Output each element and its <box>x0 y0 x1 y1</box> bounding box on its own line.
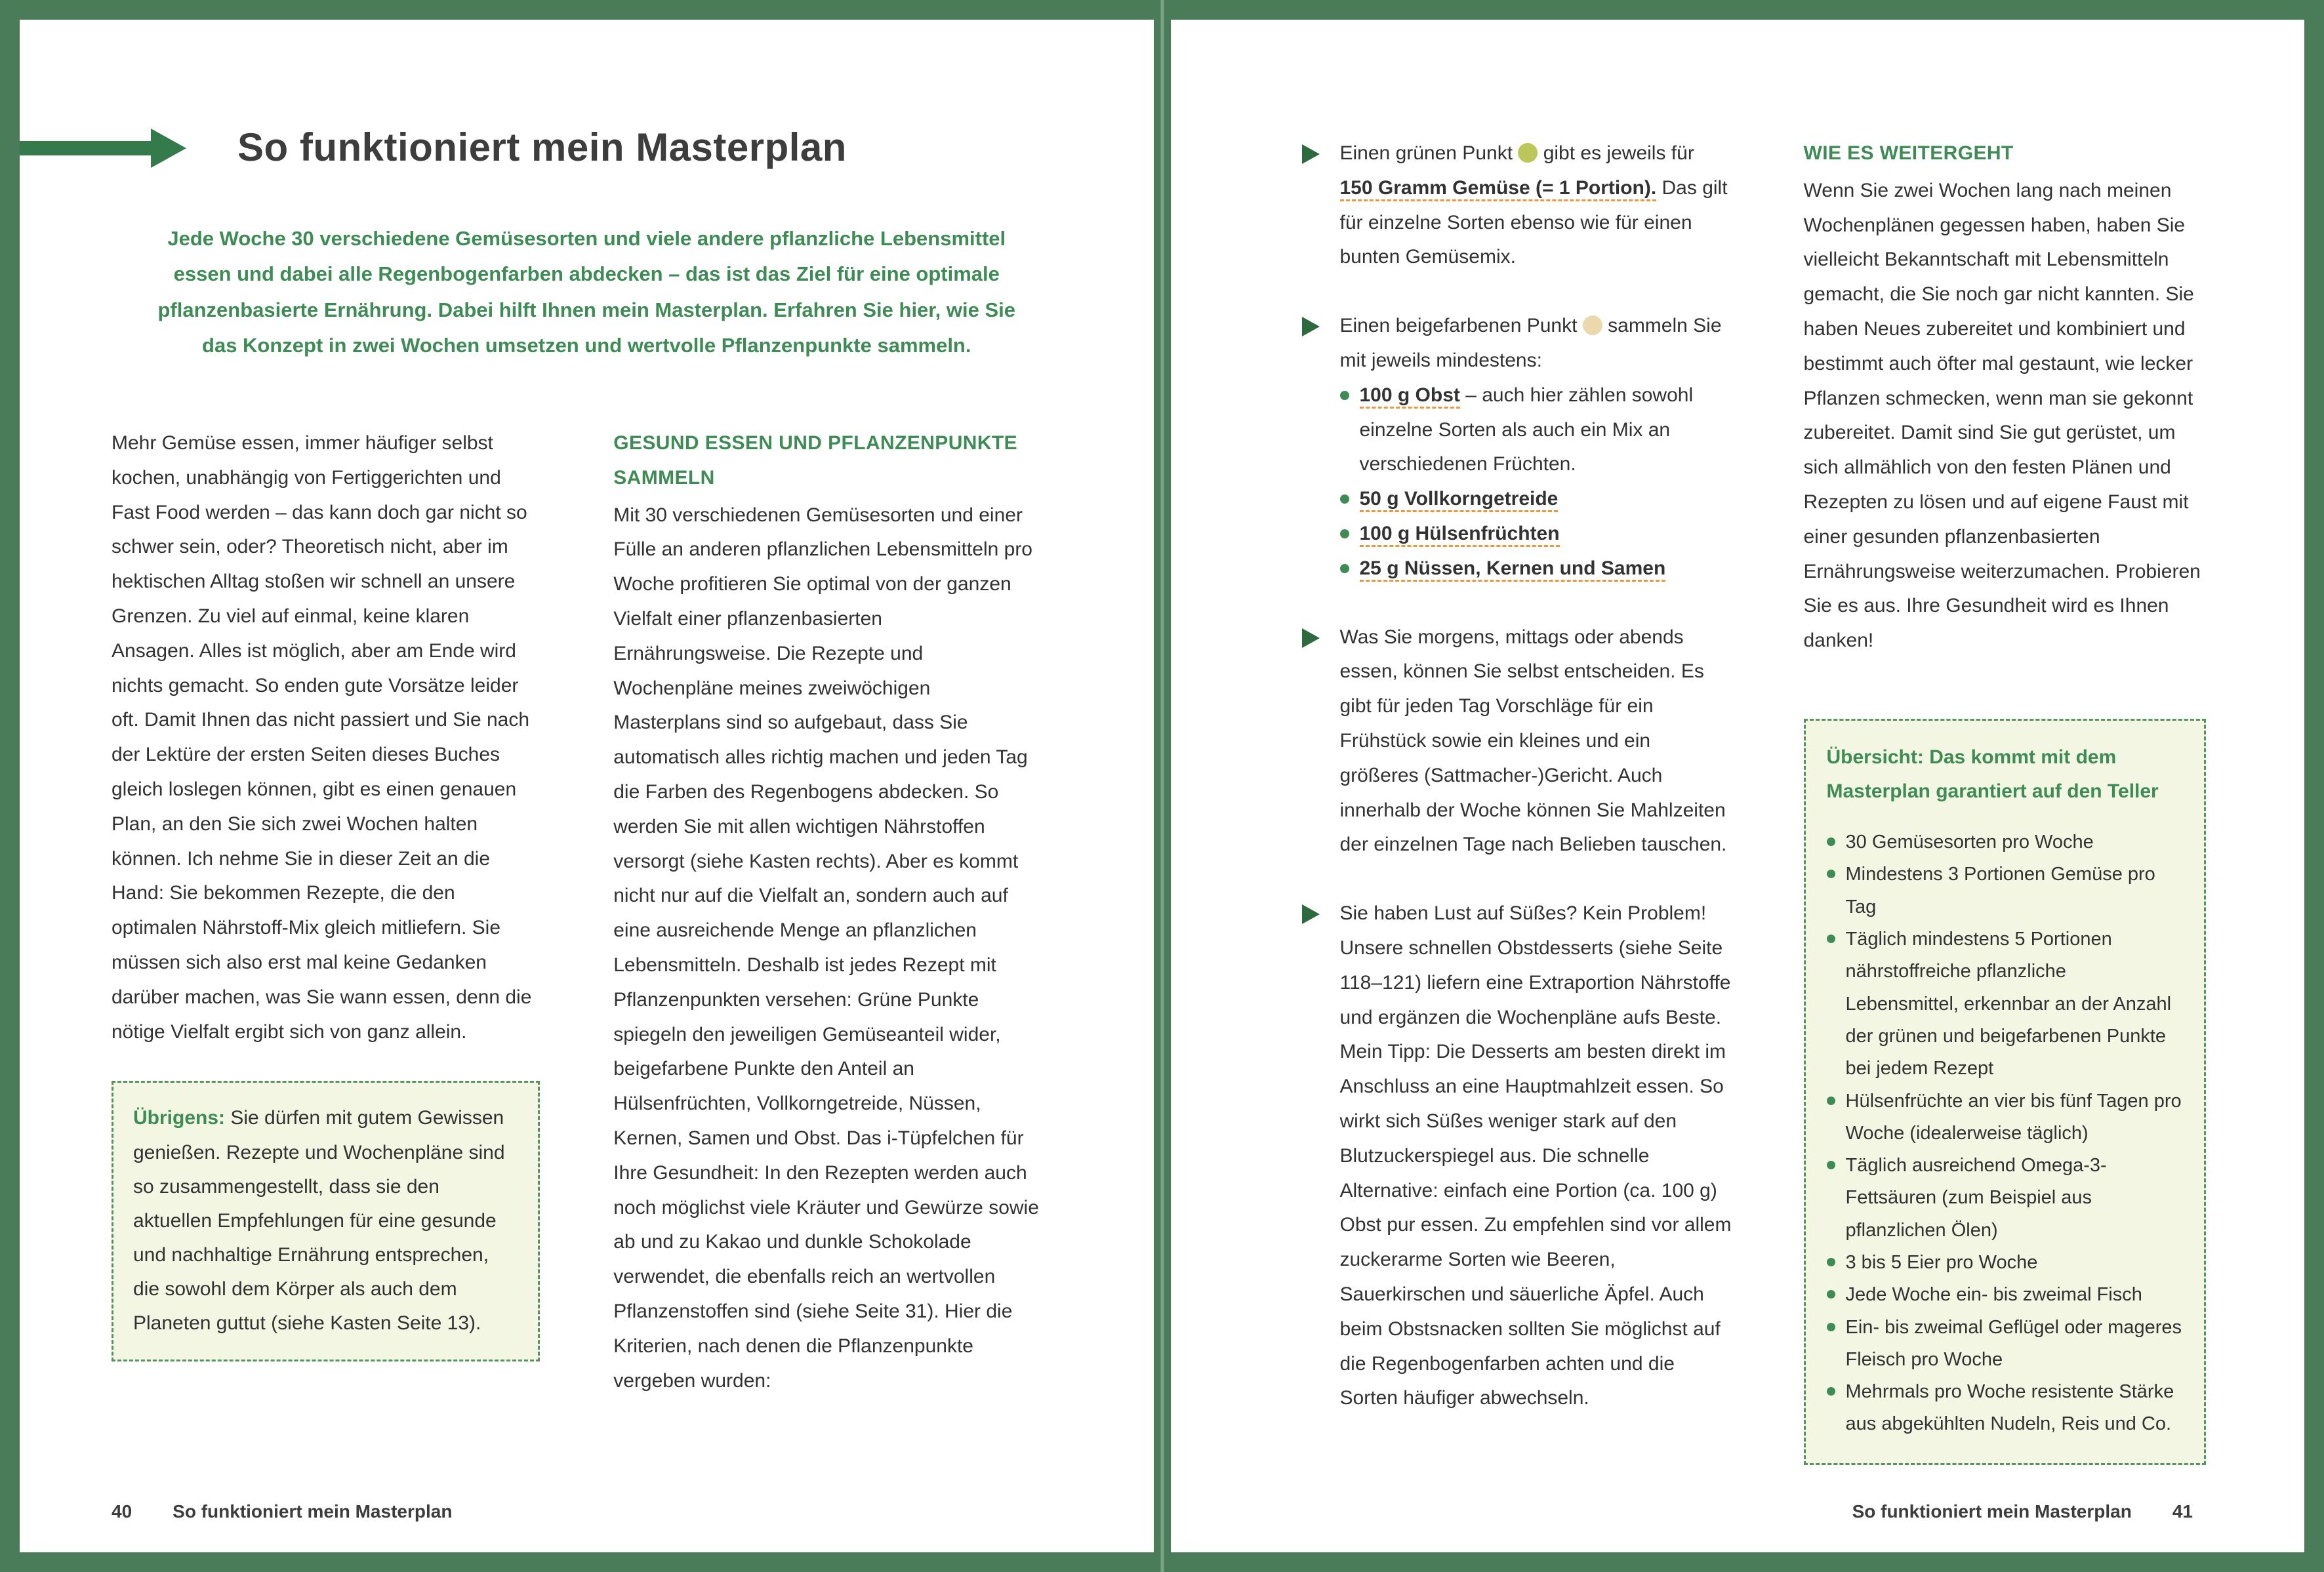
bullet1-highlight: 150 Gramm Gemüse (= 1 Portion). <box>1340 177 1657 201</box>
paragraph: Mehr Gemüse essen, immer häufiger selbst kochen, unabhängig von Fertiggerichten und Fast Food werden – das kann doch gar nicht so schwer sein, oder? Theoretisch nicht, aber im hektischen Alltag stoßen wir schnell an unsere Grenzen. Zu viel auf einmal, keine klaren Ansagen. Alles ist möglich, aber am Ende wird nichts gemacht. So enden gute Vorsätze leider oft. Damit Ihnen das nicht passiert und Sie nach der Lektüre der ersten Seiten dieses Buches gleich loslegen können, gibt es einen genauen Plan, an den Sie sich zwei Wochen halten können. Ich nehme Sie in dieser Zeit an die Hand: Sie bekommen Rezepte, die den optimalen Nährstoff-Mix gleich mitliefern. Sie müssen sich also erst mal keine Gedanken darüber machen, was Sie wann essen, denn die nötige Vielfalt ergibt sich von ganz allein. <box>112 432 532 1043</box>
bullet-dot-icon <box>1340 564 1349 573</box>
intro-text: Jede Woche 30 verschiedene Gemüsesorten und viele andere pflanzliche Lebensmittel essen und dabei alle Regenbogenfarben abdecken – das ist das Ziel für eine optimale pflanzenbasierte Ernährung. Dabei hilft Ihnen mein Masterplan. Erfahren Sie hier, wie Sie das Konzept in zwei Wochen umsetzen und wertvolle Pflanzenpunkte sammeln. <box>157 227 1015 357</box>
list-item-text: Täglich ausreichend Omega-3-Fettsäuren (zum Beispiel aus pflanzlichen Ölen) <box>1845 1155 2107 1241</box>
list-item <box>1827 1312 2184 1377</box>
list-item <box>1827 858 2184 923</box>
bullet-dot-icon <box>1827 1387 1835 1396</box>
right-column-1 <box>1302 136 1732 1465</box>
bullet-item <box>1302 136 1732 275</box>
bullet-item <box>1302 620 1732 863</box>
bullet-dot-icon <box>1827 935 1835 943</box>
left-column-2 <box>613 426 1042 1398</box>
sub-item-highlight: 100 g Obst <box>1360 384 1460 409</box>
spine-divider <box>1160 0 1164 1572</box>
footer-title: So funktioniert mein Masterplan <box>173 1501 453 1522</box>
list-item-text: Ein- bis zweimal Geflügel oder mageres Fleisch pro Woche <box>1845 1316 2182 1370</box>
title-row <box>20 125 1154 170</box>
paragraph: Wenn Sie zwei Wochen lang nach meinen Wochenplänen gegessen haben, haben Sie vielleicht Bekanntschaft mit Lebensmitteln gemacht, die Sie noch gar nicht kannten. Sie haben Neues zubereitet und kombiniert und bestimmt auch öfter mal gestaunt, wie lecker Pflanzen schmecken, wenn man sie gekonnt zubereitet. Damit sind Sie gut gerüstet, um sich allmählich von den festen Plänen und Rezepten zu lösen und auf eigene Faust mit einer gesunden pflanzenbasierten Ernährungsweise weiterzumachen. Probieren Sie es aus. Ihre Gesundheit wird es Ihnen danken! <box>1803 179 2201 652</box>
bullet-text: Was Sie morgens, mittags oder abends essen, können Sie selbst entscheiden. Es gibt für jeden Tag Vorschläge für ein Frühstück sowie ein kleines und ein größeres (Sattmacher-)Gericht. Auch innerhalb der Woche können Sie Mahlzeiten der einzelnen Tage nach Belieben tauschen. <box>1339 626 1727 856</box>
bullet-dot-icon <box>1827 1290 1835 1299</box>
page-number: 41 <box>2172 1501 2193 1522</box>
bullet-text <box>1340 309 1732 378</box>
bullet2-post: sammeln Sie mit jeweils mindestens: <box>1339 315 1722 371</box>
bullet-dot-icon <box>1340 494 1349 504</box>
list-item-text: Täglich mindestens 5 Portionen nährstoffreiche pflanzliche Lebensmittel, erkennbar an der Anzahl der grünen und beigefarbenen Punkte bei jedem Rezept <box>1845 929 2172 1079</box>
footer-title: So funktioniert mein Masterplan <box>1852 1501 2132 1522</box>
bullet-dot-icon <box>1827 837 1835 846</box>
bullet-dot-icon <box>1827 1258 1835 1266</box>
paragraph: Mit 30 verschiedenen Gemüsesorten und einer Fülle an anderen pflanzlichen Lebensmitteln pro Woche profitieren Sie optimal von der ganzen Vielfalt einer pflanzenbasierten Ernährungsweise. Die Rezepte und Wochenpläne meines zweiwöchigen Masterplans sind so aufgebaut, dass Sie automatisch alles richtig machen und jeden Tag die Farben des Regenbogens abdecken. So werden Sie mit allen wichtigen Nährstoffen versorgt (siehe Kasten rechts). Aber es kommt nicht nur auf die Vielfalt an, sondern auch auf eine ausreichende Menge an pflanzlichen Lebensmitteln. Deshalb ist jedes Rezept mit Pflanzenpunkten versehen: Grüne Punkte spiegeln den jeweiligen Gemüseanteil wider, beigefarbene Punkte den Anteil an Hülsenfrüchten, Vollkorngetreide, Nüssen, Kernen, Samen und Obst. Das i-Tüpfelchen für Ihre Gesundheit: In den Rezepten werden auch noch möglichst viele Kräuter und Gewürze sowie ab und zu Kakao und dunkle Schokolade verwendet, die ebenfalls reich an wertvollen Pflanzenstoffen sind (siehe Seite 31). Hier die Kriterien, nach denen die Pflanzenpunkte vergeben wurden: <box>613 504 1039 1392</box>
section-heading: GESUND ESSEN UND PFLANZENPUNKTE SAMMELN <box>613 432 1018 489</box>
note-box-text: Sie dürfen mit gutem Gewissen genießen. Rezepte und Wochenpläne sind so zusammengestellt, dass sie den aktuellen Empfehlungen für eine gesunde und nachhaltige Ernährung entsprechen, die sowohl dem Körper als auch dem Planeten guttut (siehe Kasten Seite 13). <box>133 1107 505 1335</box>
bullet-text <box>1340 136 1732 275</box>
left-column-1 <box>112 426 540 1398</box>
sub-item-highlight: 100 g Hülsenfrüchten <box>1360 523 1560 547</box>
arrow-head <box>151 129 186 168</box>
list-item <box>1340 552 1732 586</box>
page-footer-left <box>112 1501 1042 1522</box>
list-item-text: Jede Woche ein- bis zweimal Fisch <box>1845 1284 2142 1306</box>
page-title: So funktioniert mein Masterplan <box>237 125 847 169</box>
list-item-text: 3 bis 5 Eier pro Woche <box>1845 1252 2038 1273</box>
bullet1-mid: gibt es jeweils für <box>1538 142 1694 164</box>
bullet-dot-icon <box>1827 1161 1835 1169</box>
sub-item-text: – auch hier zählen sowohl einzelne Sorten als auch ein Mix an verschiedenen Früchten. <box>1359 384 1694 475</box>
overview-box-heading: Übersicht: Das kommt mit dem Masterplan garantiert auf den Teller <box>1826 746 2159 802</box>
note-box <box>112 1081 540 1361</box>
list-item <box>1827 923 2184 1085</box>
list-item <box>1340 482 1732 517</box>
triangle-bullet-icon <box>1302 628 1320 648</box>
page-left <box>20 20 1154 1552</box>
overview-box <box>1804 719 2207 1465</box>
section-heading: WIE ES WEITERGEHT <box>1803 142 2014 164</box>
list-item <box>1827 1150 2184 1247</box>
bullet-dot-icon <box>1827 870 1835 878</box>
bullet-dot-icon <box>1827 1323 1835 1331</box>
bullet-dot-icon <box>1827 1097 1835 1105</box>
sub-item-highlight: 25 g Nüssen, Kernen und Samen <box>1360 557 1666 582</box>
triangle-bullet-icon <box>1302 317 1320 336</box>
note-box-label: Übrigens: <box>133 1107 226 1129</box>
list-item-text: Mindestens 3 Portionen Gemüse pro Tag <box>1845 864 2155 917</box>
left-page-columns <box>20 426 1154 1398</box>
arrow-icon <box>20 129 186 168</box>
bullet-item <box>1302 897 1732 1416</box>
list-item-text: Hülsenfrüchte an vier bis fünf Tagen pro Woche (idealerweise täglich) <box>1845 1090 2182 1144</box>
list-item <box>1827 1279 2184 1311</box>
list-item <box>1827 1085 2184 1150</box>
right-column-2 <box>1804 136 2207 1465</box>
triangle-bullet-icon <box>1302 144 1320 164</box>
list-item <box>1827 826 2184 858</box>
beige-point-icon <box>1583 315 1602 335</box>
arrow-bar <box>20 141 151 155</box>
page-right <box>1171 20 2305 1552</box>
bullet-dot-icon <box>1340 391 1349 400</box>
sub-item-highlight: 50 g Vollkorngetreide <box>1360 488 1559 512</box>
list-item <box>1827 1247 2184 1279</box>
right-page-columns <box>1171 20 2305 1465</box>
list-item <box>1827 1376 2184 1441</box>
bullet2-pre: Einen beigefarbenen Punkt <box>1339 315 1583 337</box>
list-item <box>1340 378 1732 482</box>
bullet-item <box>1302 309 1732 586</box>
sub-bullet-list <box>1340 378 1732 586</box>
bullet1-pre: Einen grünen Punkt <box>1339 142 1519 164</box>
bullet1-rest: Das gilt für einzelne Sorten ebenso wie für einen bunten Gemüsemix. <box>1339 176 1728 268</box>
bullet-dot-icon <box>1340 529 1349 538</box>
list-item-text: Mehrmals pro Woche resistente Stärke aus abgekühlten Nudeln, Reis und Co. <box>1845 1381 2174 1435</box>
page-footer-right <box>1263 1501 2193 1522</box>
triangle-bullet-icon <box>1302 904 1320 924</box>
bullet-text: Sie haben Lust auf Süßes? Kein Problem! Unsere schnellen Obstdesserts (siehe Seite 118–121) liefern eine Extraportion Nährstoffe und ergänzen die Wochenpläne aufs Beste. Mein Tipp: Die Desserts am besten direkt im Anschluss an eine Hauptmahlzeit essen. So wirkt sich Süßes weniger stark auf den Blutzuckerspiegel aus. Die schnelle Alternative: einfach eine Portion (ca. 100 g) Obst pur essen. Zu empfehlen sind vor allem zuckerarme Sorten wie Beeren, Sauerkirschen und säuerliche Äpfel. Auch beim Obstsnacken sollten Sie möglichst auf die Regenbogenfarben achten und die Sorten häufiger abwechseln. <box>1339 902 1732 1409</box>
green-point-icon <box>1518 143 1538 163</box>
list-item <box>1340 517 1732 552</box>
list-item-text: 30 Gemüsesorten pro Woche <box>1845 832 2094 853</box>
page-number: 40 <box>112 1501 133 1522</box>
